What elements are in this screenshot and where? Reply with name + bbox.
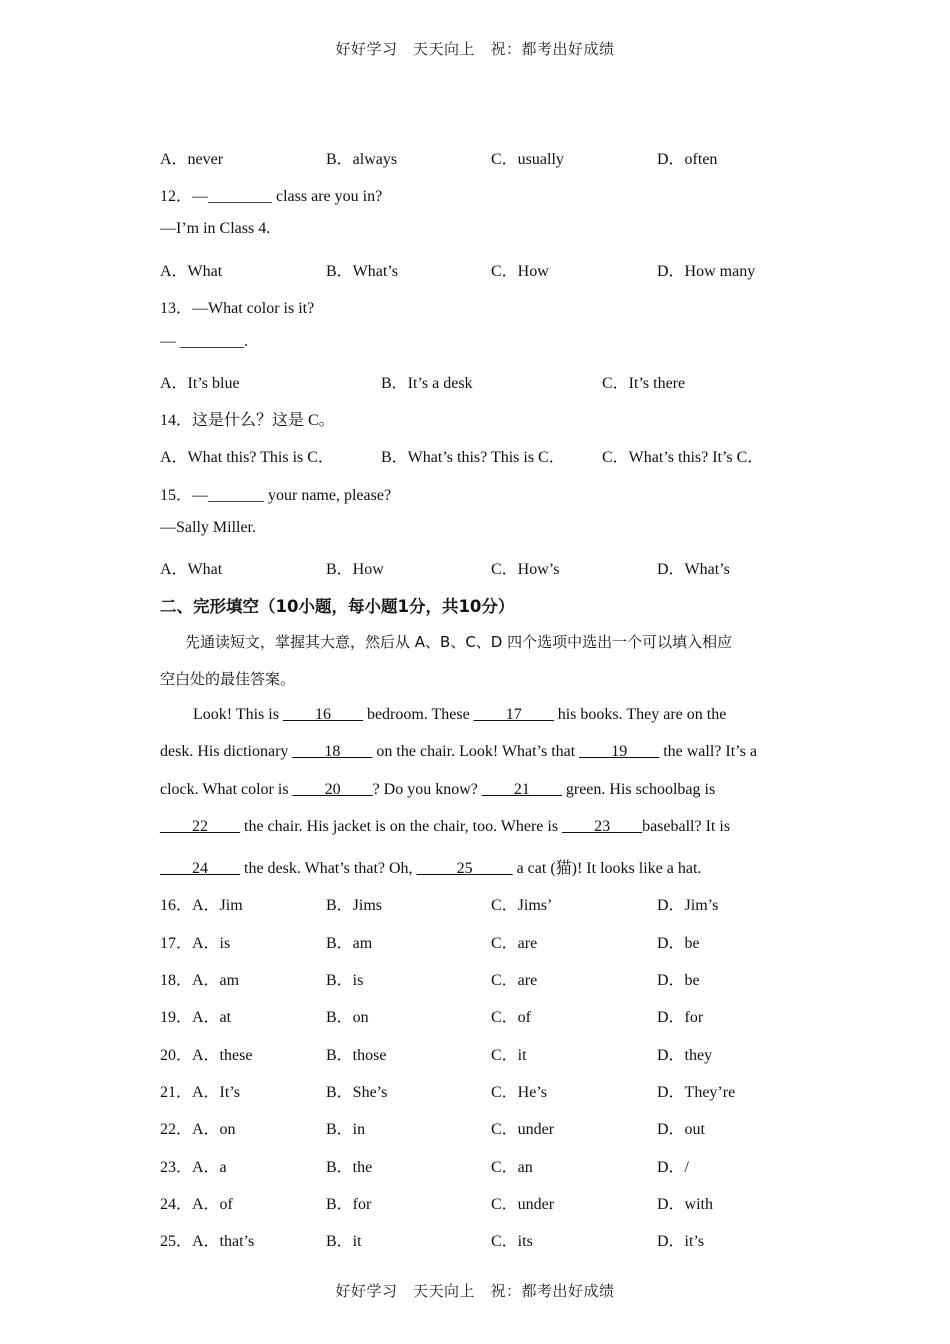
passage-blank: ____22____ bbox=[160, 818, 240, 835]
cloze-q19-b: B．on bbox=[326, 1009, 369, 1026]
q15-option-b: B．How bbox=[326, 561, 384, 578]
passage-blank: ____20____ bbox=[292, 781, 373, 798]
q12-option-a: A．What bbox=[160, 263, 223, 280]
q13-option-c: C．It’s there bbox=[602, 375, 686, 392]
cloze-q22-a: 22．A．on bbox=[160, 1121, 236, 1138]
cloze-q17-a: 17．A．is bbox=[160, 935, 231, 952]
cloze-q24-a: 24．A．of bbox=[160, 1196, 233, 1213]
cloze-q24-b: B．for bbox=[326, 1196, 372, 1213]
q15-option-c: C．How’s bbox=[491, 561, 560, 578]
cloze-q21-d: D．They’re bbox=[657, 1084, 736, 1101]
q12-stem: 12．—________ class are you in? bbox=[160, 188, 383, 205]
passage-line bbox=[160, 781, 715, 799]
cloze-q17-c: C．are bbox=[491, 935, 538, 952]
passage-text: green. His schoolbag is bbox=[561, 781, 716, 798]
cloze-q20-d: D．they bbox=[657, 1047, 713, 1064]
cloze-q17-d: D．be bbox=[657, 935, 700, 952]
cloze-q18-d: D．be bbox=[657, 972, 700, 989]
section-instructions-line2: 空白处的最佳答案。 bbox=[160, 670, 296, 688]
cloze-q21-b: B．She’s bbox=[326, 1084, 388, 1101]
cloze-q25-b: B．it bbox=[326, 1233, 362, 1250]
cloze-q20-b: B．those bbox=[326, 1047, 387, 1064]
cloze-q16-d: D．Jim’s bbox=[657, 897, 719, 914]
cloze-q19-a: 19．A．at bbox=[160, 1009, 232, 1026]
cloze-q23-d: D．/ bbox=[657, 1159, 690, 1176]
passage-blank: _____25_____ bbox=[416, 860, 513, 877]
cloze-q23-b: B．the bbox=[326, 1159, 373, 1176]
q11-option-b: B．always bbox=[326, 151, 398, 168]
cloze-q24-c: C．under bbox=[491, 1196, 555, 1213]
passage-text: baseball? It is bbox=[642, 818, 731, 835]
q11-option-c: C．usually bbox=[491, 151, 564, 168]
passage-text: the desk. What’s that? Oh, bbox=[240, 860, 417, 877]
q13-stem: 13．—What color is it? bbox=[160, 300, 315, 317]
q14-stem: 14．这是什么？这是 C。 bbox=[160, 412, 335, 429]
page-footer: 好好学习 天天向上 祝：都考出好成绩 bbox=[335, 1282, 615, 1300]
cloze-q21-a: 21．A．It’s bbox=[160, 1084, 241, 1101]
q13-option-a: A．It’s blue bbox=[160, 375, 240, 392]
q12-option-d: D．How many bbox=[657, 263, 756, 280]
passage-text: the chair. His jacket is on the chair, too. Where is bbox=[240, 818, 563, 835]
q15-answer-line: —Sally Miller. bbox=[160, 519, 256, 536]
passage-blank: ____18____ bbox=[292, 743, 373, 760]
cloze-q19-c: C．of bbox=[491, 1009, 532, 1026]
q15-option-d: D．What’s bbox=[657, 561, 730, 578]
cloze-q22-c: C．under bbox=[491, 1121, 555, 1138]
passage-text: clock. What color is bbox=[160, 781, 293, 798]
cloze-q17-b: B．am bbox=[326, 935, 373, 952]
cloze-q16-a: 16．A．Jim bbox=[160, 897, 243, 914]
cloze-q25-c: C．its bbox=[491, 1233, 533, 1250]
q12-option-c: C．How bbox=[491, 263, 549, 280]
passage-blank: ____17____ bbox=[473, 706, 554, 723]
passage-text: a cat (猫)! It looks like a hat. bbox=[512, 860, 702, 877]
passage-text: on the chair. Look! What’s that bbox=[372, 743, 580, 760]
cloze-q19-d: D．for bbox=[657, 1009, 704, 1026]
passage-line bbox=[160, 818, 730, 836]
passage-line bbox=[193, 706, 726, 724]
passage-text: his books. They are on the bbox=[553, 706, 727, 723]
passage-blank: ____19____ bbox=[579, 743, 660, 760]
q14-option-b: B．What’s this? This is C． bbox=[381, 449, 565, 466]
cloze-q16-b: B．Jims bbox=[326, 897, 383, 914]
q11-option-a: A．never bbox=[160, 151, 224, 168]
passage-text: desk. His dictionary bbox=[160, 743, 293, 760]
passage-line bbox=[160, 743, 757, 761]
q15-option-a: A．What bbox=[160, 561, 223, 578]
cloze-q20-a: 20．A．these bbox=[160, 1047, 253, 1064]
passage-text: bedroom. These bbox=[362, 706, 474, 723]
passage-text: the wall? It’s a bbox=[659, 743, 757, 760]
passage-blank: ____16____ bbox=[282, 706, 363, 723]
cloze-q23-c: C．an bbox=[491, 1159, 533, 1176]
passage-blank: ____24____ bbox=[160, 860, 240, 877]
passage-line bbox=[160, 855, 701, 878]
cloze-q21-c: C．He’s bbox=[491, 1084, 548, 1101]
cloze-q18-c: C．are bbox=[491, 972, 538, 989]
q13-option-b: B．It’s a desk bbox=[381, 375, 473, 392]
passage-text: Look! This is bbox=[193, 706, 283, 723]
cloze-q22-d: D．out bbox=[657, 1121, 706, 1138]
cloze-q18-b: B．is bbox=[326, 972, 364, 989]
q14-option-c: C．What’s this? It’s C． bbox=[602, 449, 764, 466]
passage-blank: ____21____ bbox=[481, 781, 562, 798]
passage-blank: ____23____ bbox=[562, 818, 643, 835]
page-header: 好好学习 天天向上 祝：都考出好成绩 bbox=[335, 40, 615, 58]
cloze-q24-d: D．with bbox=[657, 1196, 714, 1213]
passage-text: ? Do you know? bbox=[372, 781, 482, 798]
q14-option-a: A．What this? This is C． bbox=[160, 449, 334, 466]
q15-stem: 15．—_______ your name, please? bbox=[160, 487, 392, 504]
section-title: 二、完形填空（10小题，每小题1分，共10分） bbox=[160, 597, 515, 616]
cloze-q23-a: 23．A．a bbox=[160, 1159, 227, 1176]
cloze-q16-c: C．Jims’ bbox=[491, 897, 553, 914]
cloze-q20-c: C．it bbox=[491, 1047, 527, 1064]
q13-answer-line: — ________. bbox=[160, 333, 248, 350]
cloze-q18-a: 18．A．am bbox=[160, 972, 240, 989]
cloze-q25-a: 25．A．that’s bbox=[160, 1233, 255, 1250]
cloze-q25-d: D．it’s bbox=[657, 1233, 705, 1250]
section-instructions-line1: 先通读短文，掌握其大意，然后从 A、B、C、D 四个选项中选出一个可以填入相应 bbox=[185, 633, 733, 651]
q12-answer-line: —I’m in Class 4. bbox=[160, 220, 271, 237]
q12-option-b: B．What’s bbox=[326, 263, 398, 280]
q11-option-d: D．often bbox=[657, 151, 718, 168]
cloze-q22-b: B．in bbox=[326, 1121, 366, 1138]
